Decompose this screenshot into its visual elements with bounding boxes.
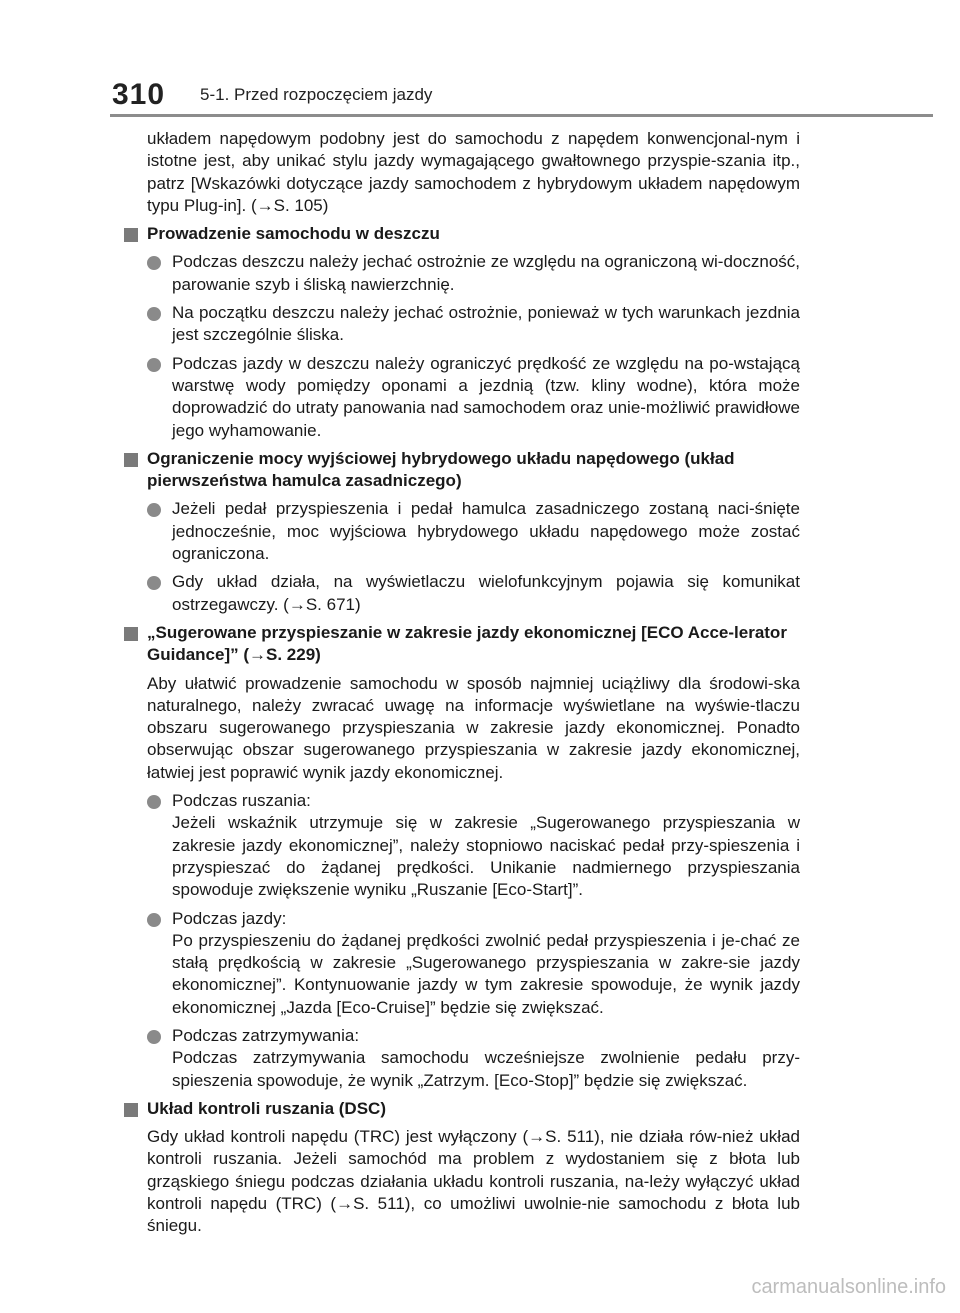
page-number: 310 [112, 78, 166, 111]
heading-text: „Sugerowane przyspieszanie w zakresie jazdy ekonomicznej [ECO Acce-lerator Guidance]” (→S. 229) [147, 622, 787, 665]
heading-text: Prowadzenie samochodu w deszczu [147, 224, 440, 244]
eco-paragraph: Aby ułatwić prowadzenie samochodu w sposób najmniej uciążliwy dla środowi-ska naturalnego, należy zwracać uwagę na informacje wyświetlane na wyświe-tlaczu obszaru sugerowanego przyspieszania w zakresie jazdy ekonomicznej. Ponadto obserwując obszar sugerowanego przyspieszania w zakresie jazdy ekonomicznej, łatwiej jest poprawić wynik jazdy ekonomicznej. [147, 673, 800, 782]
heading-text: Układ kontroli ruszania (DSC) [147, 1098, 386, 1118]
list-item: Gdy układ działa, na wyświetlaczu wielofunkcyjnym pojawia się komunikat ostrzegawczy. (→S. 671) [122, 571, 800, 616]
page-header [112, 78, 932, 118]
list-item: Podczas jazdy w deszczu należy ograniczyć prędkość ze względu na po-wstającą warstwę wody pomiędzy oponami a jezdnią (tzw. kliny wodne), która może doprowadzić do utraty panowania nad samochodem oraz unie-możliwić prawidłowe jego wyhamowanie. [122, 353, 800, 442]
circle-bullet-icon [147, 795, 161, 809]
circle-bullet-icon [147, 576, 161, 590]
heading-power-limit [122, 448, 800, 493]
square-bullet-icon [124, 627, 138, 641]
dsc-paragraph: Gdy układ kontroli napędu (TRC) jest wyłączony (→S. 511), nie działa rów-nież układ kontroli ruszania. Jeżeli samochód ma problem z wydostaniem się z błota lub grząskiego śniegu podczas działania układu kontroli ruszania, na-leży wyłączyć układ kontroli napędu (TRC) (→S. 511), co umożliwi uwolnie-nie samochodu z błota lub śniegu. [147, 1127, 800, 1236]
square-bullet-icon [124, 228, 138, 242]
heading-dsc [122, 1098, 800, 1120]
circle-bullet-icon [147, 1030, 161, 1044]
list-item: Na początku deszczu należy jechać ostrożnie, ponieważ w tych warunkach jezdnia jest szczególnie śliska. [122, 302, 800, 347]
circle-bullet-icon [147, 307, 161, 321]
watermark: carmanualsonline.info [751, 1276, 946, 1298]
list-item: Podczas jazdy: Po przyspieszeniu do żądanej prędkości zwolnić pedał przyspieszenia i je-chać ze stałą prędkością w zakresie „Sugerowanego przyspieszania w zakre-sie jazdy ekonomicznej”. Kontynuowanie jazdy w tym zakresie spowoduje, że wynik jazdy ekonomicznej „Jazda [Eco-Cruise]” będzie się zwiększać. [122, 908, 800, 1019]
heading-rain [122, 223, 800, 245]
square-bullet-icon [124, 453, 138, 467]
circle-bullet-icon [147, 913, 161, 927]
circle-bullet-icon [147, 358, 161, 372]
list-item: Podczas deszczu należy jechać ostrożnie ze względu na ograniczoną wi-doczność, parowanie szyb i śliską nawierzchnię. [122, 251, 800, 296]
section-title: 5-1. Przed rozpoczęciem jazdy [200, 85, 433, 104]
header-rule [110, 114, 933, 117]
list-item: Podczas zatrzymywania: Podczas zatrzymywania samochodu wcześniejsze zwolnienie pedału przy-spieszenia spowoduje, że wynik „Zatrzym. [Eco-Stop]” będzie się zwiększać. [122, 1025, 800, 1092]
intro-paragraph: układem napędowym podobny jest do samochodu z napędem konwencjonal-nym i istotne jest, aby unikać stylu jazdy wymagającego gwałtownego przyspie-szania itp., patrz [Wskazówki dotyczące jazdy samochodem z hybrydowym układem napędowym typu Plug-in]. (→S. 105) [147, 129, 800, 215]
square-bullet-icon [124, 1103, 138, 1117]
heading-eco-guidance [122, 622, 800, 667]
list-item: Podczas ruszania: Jeżeli wskaźnik utrzymuje się w zakresie „Sugerowanego przyspieszania w zakresie jazdy ekonomicznej”, należy stopniowo naciskać pedał przy-spieszenia i przyspieszać do żądanej prędkości. Unikanie nadmiernego przyspieszania spowoduje zwiększenie wyniku „Ruszanie [Eco-Start]”. [122, 790, 800, 901]
page-body [122, 128, 800, 1244]
list-item: Jeżeli pedał przyspieszenia i pedał hamulca zasadniczego zostaną naci-śnięte jednocześnie, moc wyjściowa hybrydowego układu napędowego może zostać ograniczona. [122, 498, 800, 565]
circle-bullet-icon [147, 256, 161, 270]
circle-bullet-icon [147, 503, 161, 517]
heading-text: Ograniczenie mocy wyjściowej hybrydowego układu napędowego (układ pierwszeństwa hamulca zasadniczego) [147, 448, 735, 491]
